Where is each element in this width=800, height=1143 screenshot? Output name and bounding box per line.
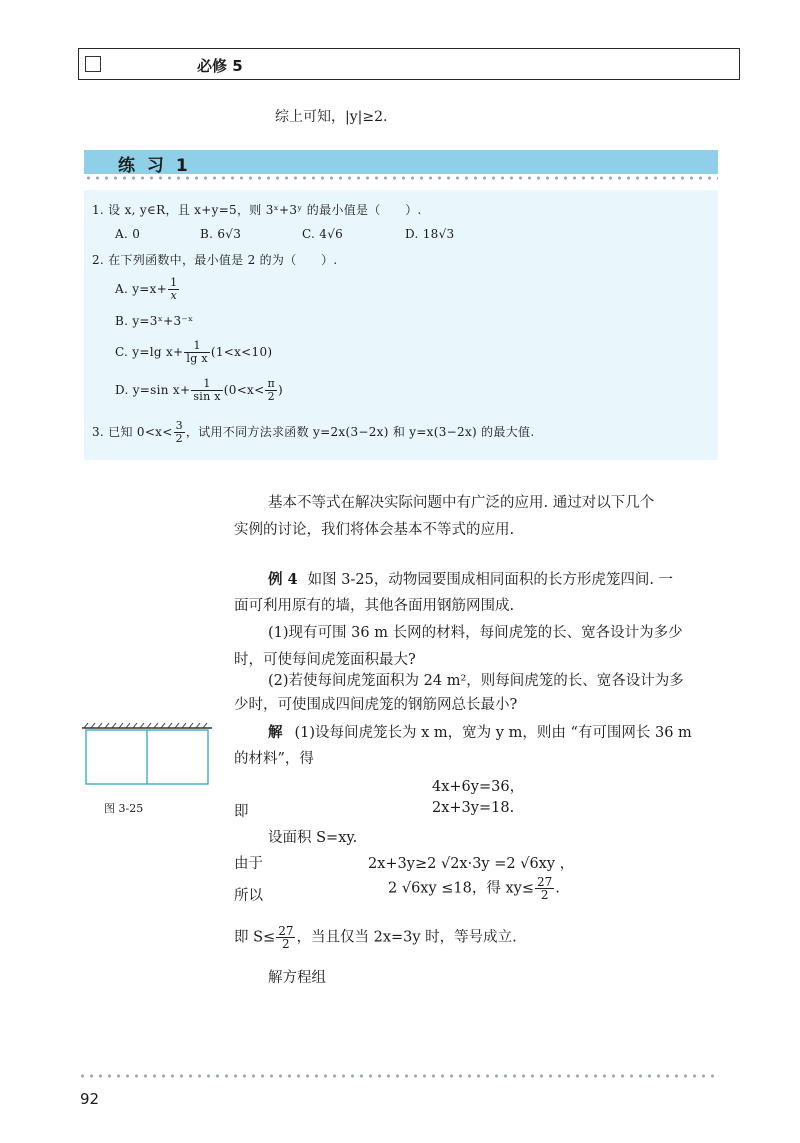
equation-4 (388, 876, 560, 901)
fraction (265, 378, 277, 403)
frac-num: π (267, 377, 276, 390)
youyu-label: 由于 (234, 856, 263, 872)
chapter-header (78, 48, 740, 80)
paragraph-line-1: 基本不等式在解决实际问题中有广泛的应用. 通过对以下几个 (268, 495, 655, 511)
frac-den: x (170, 289, 177, 302)
frac-den: 2 (267, 390, 275, 403)
q2-a-text: A. y=x+ (115, 282, 168, 296)
dotted-divider (84, 176, 718, 180)
ji-label: 即 (234, 804, 249, 820)
q3-pre: 3. 已知 0<x< (92, 425, 173, 439)
q1-option-b: B. 6√3 (200, 227, 242, 241)
fraction (535, 876, 554, 901)
q2-d-cond-open: (0<x< (223, 383, 265, 397)
solve-system-line: 解方程组 (268, 970, 326, 986)
paragraph (234, 490, 724, 517)
ineq-text: 即 S≤ (234, 929, 276, 946)
frac-den: 2 (282, 937, 290, 951)
paragraph-line-2: 实例的讨论，我们将体会基本不等式的应用. (234, 522, 515, 538)
area-definition: 设面积 S=xy. (268, 830, 358, 846)
example-line-6: 少时，可使围成四间虎笼的钢筋网总长最小? (234, 697, 518, 713)
exercise-q3 (92, 420, 534, 445)
example-4-heading (234, 566, 724, 594)
intro-line: 综上可知，|y|≥2. (275, 109, 388, 125)
exercise-q1: 1. 设 x, y∈R，且 x+y=5，则 3ˣ+3ʸ 的最小值是（ ）. (92, 203, 422, 217)
chapter-label: 必修 5 (197, 57, 243, 75)
page-number: 92 (80, 1090, 100, 1108)
q2-c-cond: (1<x<10) (210, 345, 273, 359)
frac-num: 1 (191, 378, 222, 391)
equation-3: 2x+3y≥2 √2x·3y =2 √6xy ， (368, 856, 575, 872)
q2-d-text: D. y=sin x+ (115, 383, 191, 397)
eq4-text: 2 √6xy ≤18，得 xy≤ (388, 880, 535, 897)
example-label: 例 4 (268, 571, 298, 588)
example-line-5: (2)若使每间虎笼面积为 24 m²，则每间虎笼的长、宽各设计为多 (268, 673, 684, 689)
suoyi-label: 所以 (234, 888, 263, 904)
q1-option-c: C. 4√6 (302, 227, 344, 241)
frac-num: 1 (170, 276, 178, 289)
inequality-line (234, 925, 517, 950)
footer-dotted-divider (78, 1074, 718, 1078)
q2-d-cond-close: ) (278, 383, 283, 397)
frac-num: 3 (175, 419, 183, 432)
q2-option-a (115, 277, 180, 302)
fraction (191, 378, 222, 403)
q3-post: ，试用不同方法求函数 y=2x(3−2x) 和 y=x(3−2x) 的最大值. (185, 425, 535, 439)
q1-option-a: A. 0 (115, 227, 141, 241)
equation-1: 4x+6y=36， (432, 779, 525, 795)
frac-den: lg x (186, 352, 208, 365)
frac-num: 1 (184, 340, 209, 353)
ineq-post: ，当且仅当 2x=3y 时，等号成立. (296, 929, 517, 946)
solution-text: (1)设每间虎笼长为 x m，宽为 y m，则由 “有可围网长 36 m (294, 725, 692, 741)
exercise-title: 练 习 1 (118, 156, 191, 176)
frac-num: 27 (278, 924, 294, 938)
q2-option-d (115, 378, 283, 403)
equation-2: 2x+3y=18. (432, 800, 515, 816)
fraction (174, 420, 185, 445)
q2-c-text: C. y=lg x+ (115, 345, 184, 359)
example-line-4: 时，可使每间虎笼面积最大? (234, 652, 416, 668)
figure-caption: 图 3-25 (104, 802, 144, 815)
q2-option-c (115, 340, 272, 365)
frac-den: 2 (540, 888, 549, 902)
fraction (276, 925, 295, 950)
q1-option-d: D. 18√3 (405, 227, 455, 241)
tiger-cage-figure (82, 722, 212, 786)
example-line-2: 面可利用原有的墙，其他各面用钢筋网围成. (234, 598, 515, 614)
example-line-1: 如图 3-25，动物园要围成相同面积的长方形虎笼四间. 一 (307, 572, 674, 588)
solution-line-1 (234, 719, 724, 747)
solution-label: 解 (268, 724, 283, 741)
q2-option-b: B. y=3ˣ+3⁻ˣ (115, 314, 194, 328)
frac-den: sin x (193, 390, 221, 403)
example-line-3: (1)现有可围 36 m 长网的材料，每间虎笼的长、宽各设计为多少 (268, 625, 683, 641)
solution-line-2: 的材料”，得 (234, 751, 314, 767)
fraction (168, 277, 179, 302)
eq4-end: . (555, 880, 560, 897)
frac-den: 2 (175, 432, 183, 445)
exercise-q2: 2. 在下列函数中，最小值是 2 的为（ ）. (92, 253, 338, 267)
frac-num: 27 (537, 875, 553, 889)
fraction (184, 340, 209, 365)
square-icon (85, 56, 101, 72)
